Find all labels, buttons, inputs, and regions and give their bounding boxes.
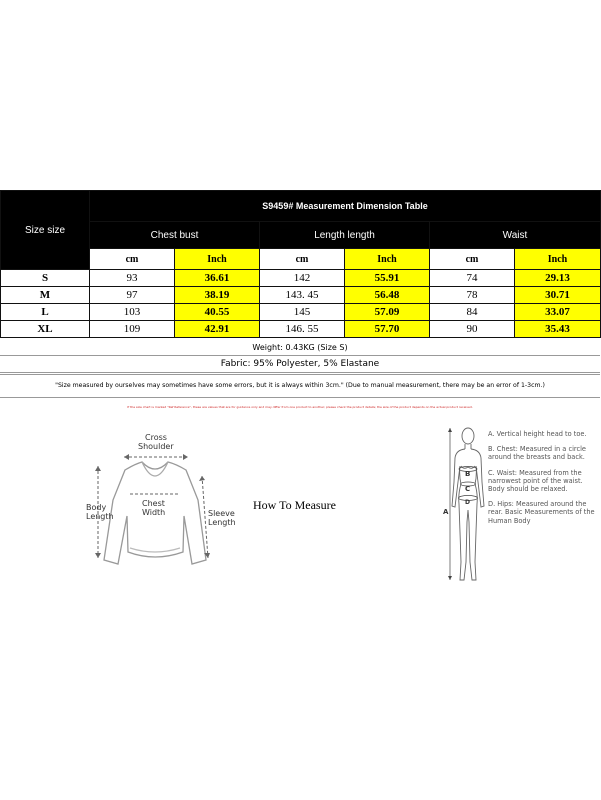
waist-cm: 90 — [430, 321, 515, 338]
mark-d: D — [465, 499, 470, 506]
chest-inch: 42.91 — [175, 321, 260, 338]
unit-inch: Inch — [175, 249, 260, 270]
waist-inch: 33.07 — [515, 304, 601, 321]
chest-cm: 93 — [90, 270, 175, 287]
length-cm: 142 — [260, 270, 345, 287]
chest-width-label: Chest — [142, 499, 165, 508]
table-row — [1, 287, 601, 304]
chest-width-label-2: Width — [142, 508, 166, 517]
mark-c: C — [465, 485, 471, 493]
unit-cm: cm — [90, 249, 175, 270]
size-label: S — [1, 270, 90, 287]
chest-inch: 36.61 — [175, 270, 260, 287]
size-header: Size size — [1, 191, 90, 270]
legend-item: A. Vertical height head to toe. — [488, 430, 587, 438]
group-length: Length length — [260, 222, 430, 249]
mark-b: B — [465, 470, 471, 478]
length-cm: 146. 55 — [260, 321, 345, 338]
legend-item: D. Hips: Measured around the rear. Basic Measurements of the Human Body — [488, 500, 595, 525]
cross-shoulder-label: Cross — [145, 433, 167, 442]
waist-inch: 35.43 — [515, 321, 601, 338]
garment-diagram — [80, 430, 236, 590]
waist-cm: 78 — [430, 287, 515, 304]
size-label: M — [1, 287, 90, 304]
chest-inch: 40.55 — [175, 304, 260, 321]
size-chart-sheet — [0, 190, 600, 600]
waist-inch: 29.13 — [515, 270, 601, 287]
chest-cm: 97 — [90, 287, 175, 304]
group-chest: Chest bust — [90, 222, 260, 249]
how-to-measure-section — [0, 422, 600, 597]
waist-inch: 30.71 — [515, 287, 601, 304]
body-length-label: Body — [86, 503, 107, 512]
chest-cm: 109 — [90, 321, 175, 338]
length-inch: 56.48 — [345, 287, 430, 304]
how-to-measure-title: How To Measure — [253, 498, 336, 512]
measurement-note: "Size measured by ourselves may sometimes have some errors, but it is always within 3cm." (Due to manual measurement, there may be an error of 1-3cm.) — [0, 374, 600, 398]
length-inch: 57.09 — [345, 304, 430, 321]
table-row — [1, 304, 601, 321]
legend-item: C. Waist: Measured from the narrowest point of the waist. Body should be relaxed. — [488, 468, 583, 494]
disclaimer-text: If the size chart is marked "Ref Reference", these are values that are for guidance only and may differ from one product to another; please check the product details; the size of the product depends on the actual product received. — [127, 405, 473, 409]
cross-shoulder-label-2: Shoulder — [138, 442, 174, 451]
length-cm: 145 — [260, 304, 345, 321]
table-title: S9459# Measurement Dimension Table — [90, 191, 601, 222]
chest-inch: 38.19 — [175, 287, 260, 304]
waist-cm: 74 — [430, 270, 515, 287]
mark-a: A — [443, 508, 449, 516]
unit-inch: Inch — [345, 249, 430, 270]
waist-cm: 84 — [430, 304, 515, 321]
length-cm: 143. 45 — [260, 287, 345, 304]
unit-cm: cm — [430, 249, 515, 270]
unit-cm: cm — [260, 249, 345, 270]
measure-legend — [488, 430, 600, 532]
fabric-info: Fabric: 95% Polyester, 5% Elastane — [0, 356, 600, 373]
body-length-label-2: Length — [86, 512, 114, 521]
unit-inch: Inch — [515, 249, 601, 270]
length-inch: 55.91 — [345, 270, 430, 287]
sleeve-length-label: Sleeve — [208, 509, 235, 518]
measurement-table — [0, 190, 601, 338]
legend-item: B. Chest: Measured in a circle around the breasts and back. — [488, 445, 586, 462]
sleeve-length-label-2: Length — [208, 518, 236, 527]
weight-info: Weight: 0.43KG (Size S) — [0, 340, 600, 356]
table-row — [1, 321, 601, 338]
size-label: L — [1, 304, 90, 321]
group-waist: Waist — [430, 222, 601, 249]
length-inch: 57.70 — [345, 321, 430, 338]
table-row — [1, 270, 601, 287]
chest-cm: 103 — [90, 304, 175, 321]
size-label: XL — [1, 321, 90, 338]
